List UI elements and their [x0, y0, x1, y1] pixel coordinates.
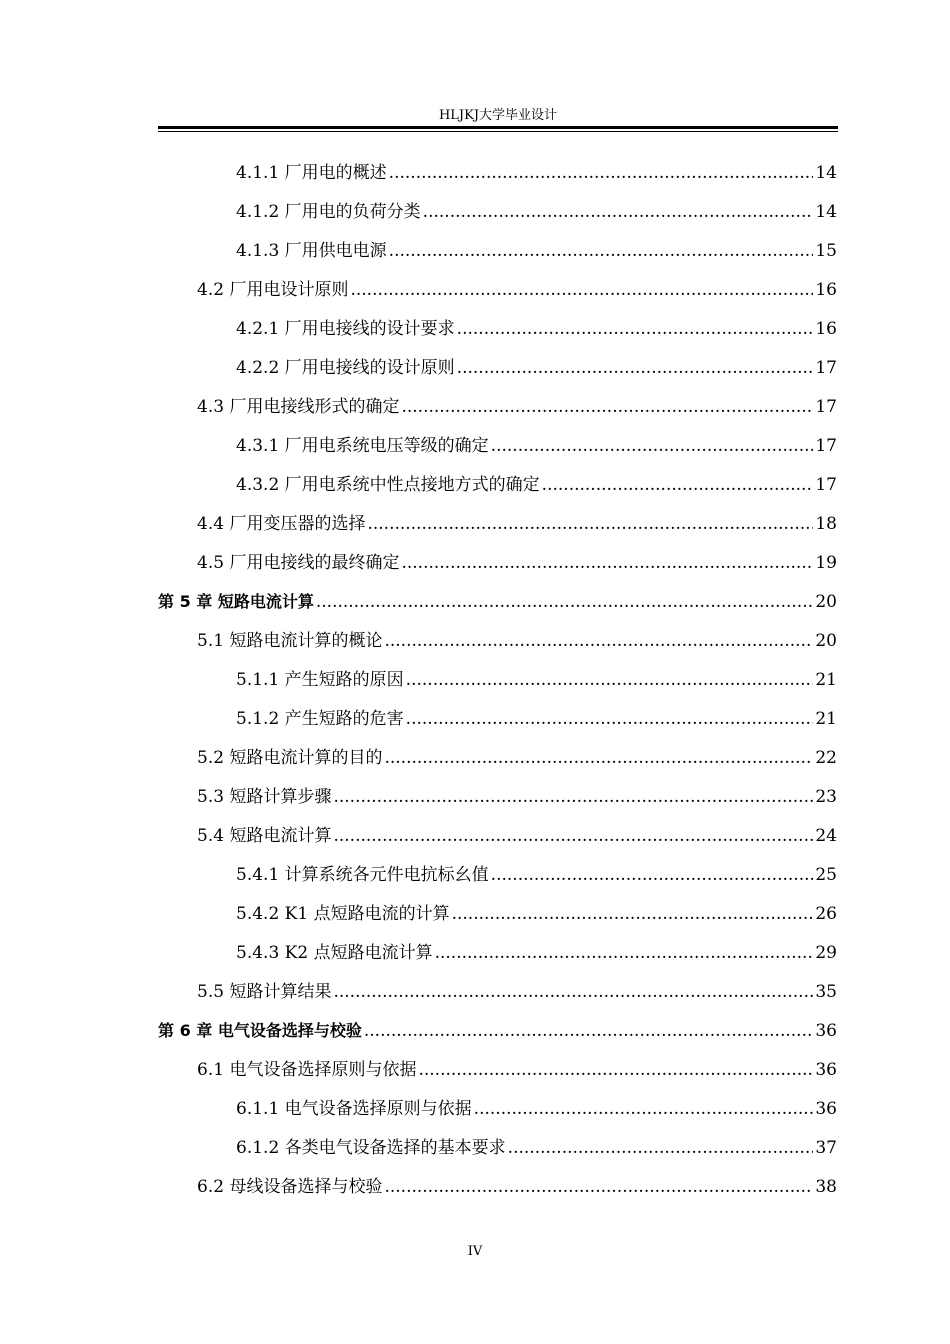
- toc-dot-leader: [542, 473, 814, 497]
- toc-entry-title: 5.1.1 产生短路的原因: [236, 670, 404, 690]
- toc-entry-title: 4.4 厂用变压器的选择: [197, 514, 366, 534]
- toc-entry-title: 4.3.2 厂用电系统中性点接地方式的确定: [236, 475, 540, 495]
- toc-dot-leader: [423, 200, 814, 224]
- toc-entry-page: 21: [815, 670, 837, 690]
- toc-dot-leader: [406, 707, 814, 731]
- toc-entry[interactable]: [236, 1136, 837, 1160]
- toc-entry-page: 22: [815, 748, 837, 768]
- toc-entry-page: 36: [815, 1060, 837, 1080]
- toc-entry-title: 5.2 短路电流计算的目的: [197, 748, 383, 768]
- toc-entry[interactable]: [197, 785, 837, 809]
- toc-dot-leader: [333, 824, 813, 848]
- toc-entry[interactable]: [236, 161, 837, 185]
- toc-entry-page: 25: [815, 865, 837, 885]
- toc-entry-title: 4.1.1 厂用电的概述: [236, 163, 387, 183]
- toc-entry-title: 5.4.3 K2 点短路电流计算: [236, 943, 433, 963]
- toc-dot-leader: [474, 1097, 814, 1121]
- toc-dot-leader: [457, 317, 814, 341]
- toc-entry[interactable]: [236, 941, 837, 965]
- toc-dot-leader: [491, 863, 814, 887]
- toc-entry-page: 26: [815, 904, 837, 924]
- toc-entry-page: 17: [815, 397, 837, 417]
- toc-entry-title: 4.1.3 厂用供电电源: [236, 241, 387, 261]
- toc-dot-leader: [457, 356, 814, 380]
- toc-entry[interactable]: [236, 200, 837, 224]
- toc-dot-leader: [508, 1136, 814, 1160]
- toc-entry-page: 36: [815, 1021, 837, 1041]
- page-number: IV: [467, 1244, 483, 1259]
- toc-entry[interactable]: [236, 902, 837, 926]
- toc-entry-title: 6.1.2 各类电气设备选择的基本要求: [236, 1138, 506, 1158]
- toc-dot-leader: [418, 1058, 813, 1082]
- toc-entry-title: 4.5 厂用电接线的最终确定: [197, 553, 400, 573]
- toc-entry[interactable]: [197, 278, 837, 302]
- toc-entry-page: 19: [815, 553, 837, 573]
- toc-entry-title: 6.1.1 电气设备选择原则与依据: [236, 1099, 472, 1119]
- toc-entry-title: 5.3 短路计算步骤: [197, 787, 332, 807]
- toc-entry-page: 35: [815, 982, 837, 1002]
- toc-entry[interactable]: [236, 863, 837, 887]
- page-header: HLJKJ大学毕业设计: [438, 108, 558, 123]
- toc-entry[interactable]: [236, 356, 837, 380]
- toc-entry-page: 16: [815, 280, 837, 300]
- toc-dot-leader: [406, 668, 814, 692]
- toc-entry[interactable]: [197, 746, 837, 770]
- toc-entry-title: 5.1.2 产生短路的危害: [236, 709, 404, 729]
- toc-entry-page: 38: [815, 1177, 837, 1197]
- toc-dot-leader: [333, 980, 813, 1004]
- toc-entry-page: 17: [815, 475, 837, 495]
- toc-entry-page: 14: [815, 202, 837, 222]
- toc-entry-title: 5.4 短路电流计算: [197, 826, 332, 846]
- toc-dot-leader: [367, 512, 813, 536]
- toc-entry[interactable]: [197, 629, 837, 653]
- toc-entry[interactable]: [236, 668, 837, 692]
- toc-entry[interactable]: [197, 824, 837, 848]
- toc-entry-page: 23: [815, 787, 837, 807]
- toc-entry-title: 4.3.1 厂用电系统电压等级的确定: [236, 436, 489, 456]
- toc-entry-title: 5.4.1 计算系统各元件电抗标幺值: [236, 865, 489, 885]
- toc-dot-leader: [452, 902, 814, 926]
- toc-entry-title: 6.2 母线设备选择与校验: [197, 1177, 383, 1197]
- toc-entry-page: 14: [815, 163, 837, 183]
- toc-dot-leader: [384, 629, 813, 653]
- toc-entry[interactable]: [236, 434, 837, 458]
- toc-entry-page: 24: [815, 826, 837, 846]
- toc-dot-leader: [491, 434, 814, 458]
- toc-entry[interactable]: [236, 317, 837, 341]
- toc-entry[interactable]: [236, 707, 837, 731]
- toc-entry-title: 第 5 章 短路电流计算: [158, 592, 314, 611]
- toc-dot-leader: [401, 551, 813, 575]
- toc-entry-page: 29: [815, 943, 837, 963]
- toc-chapter-entry[interactable]: [158, 1019, 837, 1043]
- toc-dot-leader: [364, 1019, 814, 1043]
- toc-dot-leader: [316, 590, 814, 614]
- toc-dot-leader: [389, 239, 814, 263]
- toc-dot-leader: [389, 161, 814, 185]
- toc-entry-page: 37: [815, 1138, 837, 1158]
- toc-entry-title: 4.1.2 厂用电的负荷分类: [236, 202, 421, 222]
- toc-entry-title: 4.2 厂用电设计原则: [197, 280, 349, 300]
- toc-entry[interactable]: [197, 512, 837, 536]
- toc-entry-page: 20: [815, 592, 837, 612]
- toc-entry-page: 20: [815, 631, 837, 651]
- toc-entry-page: 18: [815, 514, 837, 534]
- toc-entry[interactable]: [236, 473, 837, 497]
- toc-entry-title: 5.4.2 K1 点短路电流的计算: [236, 904, 450, 924]
- toc-entry[interactable]: [197, 551, 837, 575]
- toc-entry[interactable]: [236, 239, 837, 263]
- toc-entry[interactable]: [197, 395, 837, 419]
- toc-entry-page: 17: [815, 358, 837, 378]
- toc-dot-leader: [384, 1175, 813, 1199]
- toc-entry-page: 15: [815, 241, 837, 261]
- toc-entry-title: 5.5 短路计算结果: [197, 982, 332, 1002]
- toc-entry-title: 5.1 短路电流计算的概论: [197, 631, 383, 651]
- toc-entry-page: 21: [815, 709, 837, 729]
- toc-entry-title: 4.2.1 厂用电接线的设计要求: [236, 319, 455, 339]
- toc-dot-leader: [333, 785, 813, 809]
- toc-entry-page: 16: [815, 319, 837, 339]
- toc-entry-page: 36: [815, 1099, 837, 1119]
- toc-entry[interactable]: [236, 1097, 837, 1121]
- toc-entry[interactable]: [197, 1058, 837, 1082]
- toc-entry-page: 17: [815, 436, 837, 456]
- toc-entry[interactable]: [197, 980, 837, 1004]
- toc-entry[interactable]: [197, 1175, 837, 1199]
- toc-dot-leader: [401, 395, 813, 419]
- toc-entry-title: 4.2.2 厂用电接线的设计原则: [236, 358, 455, 378]
- toc-entry-title: 6.1 电气设备选择原则与依据: [197, 1060, 417, 1080]
- toc-dot-leader: [384, 746, 813, 770]
- toc-dot-leader: [435, 941, 814, 965]
- toc-entry-title: 第 6 章 电气设备选择与校验: [158, 1021, 362, 1040]
- toc-entry-title: 4.3 厂用电接线形式的确定: [197, 397, 400, 417]
- toc-dot-leader: [350, 278, 813, 302]
- toc-chapter-entry[interactable]: [158, 590, 837, 614]
